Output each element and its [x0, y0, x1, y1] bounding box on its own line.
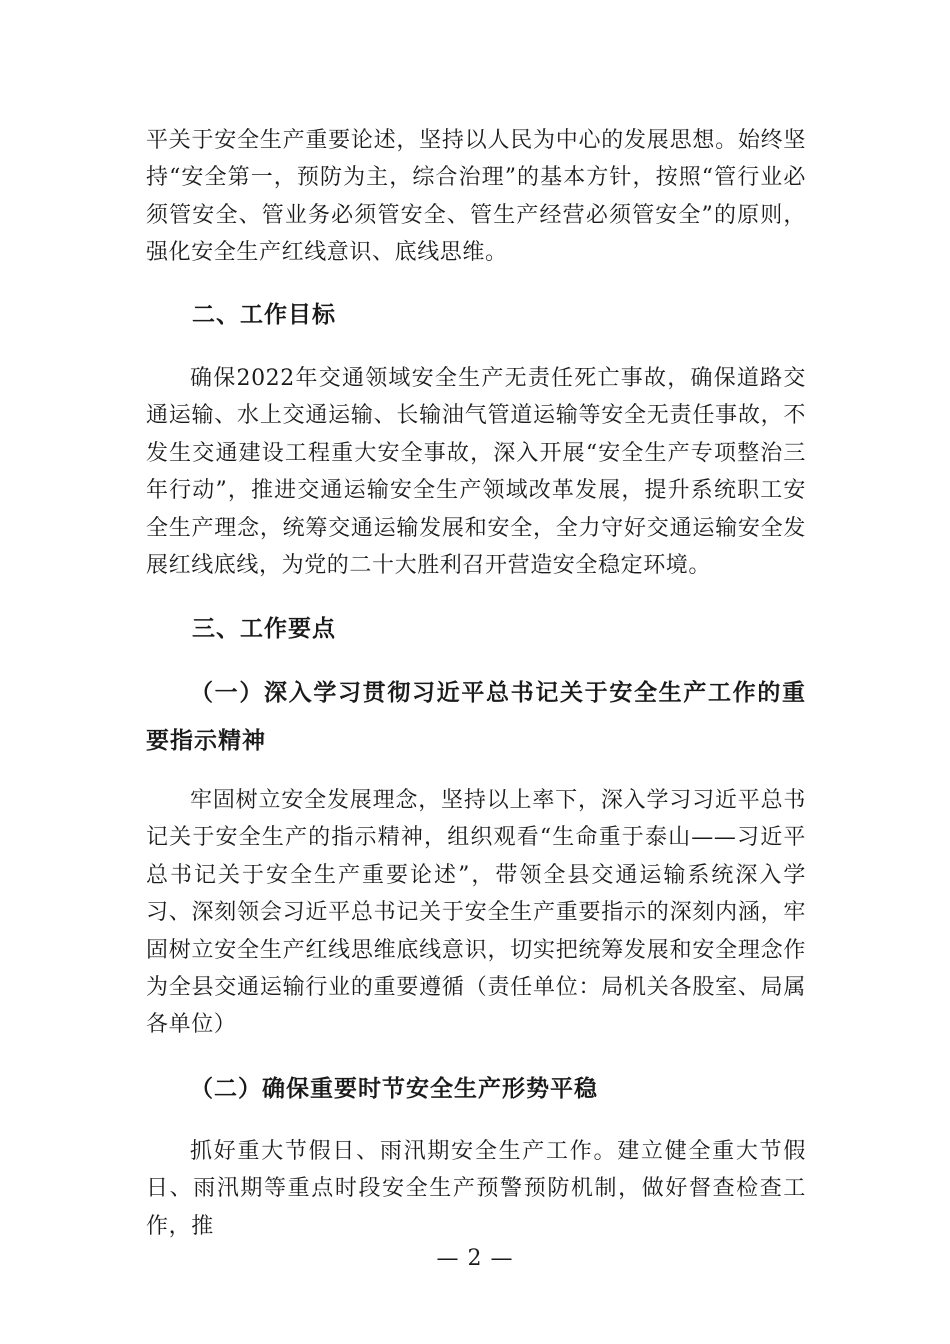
body-paragraph-3: 牢固树立安全发展理念，坚持以上率下，深入学习习近平总书记关于安全生产的指示精神，组织观看“生命重于泰山——习近平总书记关于安全生产重要论述”，带领全县交通运输系统深入学习、深刻领会习近平总书记关于安全生产重要指示的深刻内涵，牢固树立安全生产红线思维底线意识，切实把统筹发展和安全理念作为全县交通运输行业的重要遵循（责任单位：局机关各股室、局属各单位） — [146, 788, 806, 1038]
subsection-heading-2: （二）确保重要时节安全生产形势平稳 — [190, 1076, 598, 1102]
body-paragraph-2: 确保2022年交通领域安全生产无责任死亡事故，确保道路交通运输、水上交通运输、长输油气管道运输等安全无责任事故，不发生交通建设工程重大安全事故，深入开展“安全生产专项整治三年行动”，推进交通运输安全生产领域改革发展，提升系统职工安全生产理念，统筹交通运输发展和安全，全力守好交通运输安全发展红线底线，为党的二十大胜利召开营造安全稳定环境。 — [146, 366, 806, 579]
section-heading-work-points: 三、工作要点 — [192, 616, 336, 642]
page-number: — 2 — — [436, 1246, 514, 1271]
subsection-heading-1: （一）深入学习贯彻习近平总书记关于安全生产工作的重要指示精神 — [146, 680, 806, 754]
section-heading-work-goals: 二、工作目标 — [192, 302, 336, 328]
body-paragraph-4: 抓好重大节假日、雨汛期安全生产工作。建立健全重大节假日、雨汛期等重点时段安全生产预警预防机制，做好督查检查工作，推 — [146, 1139, 806, 1239]
body-paragraph-1: 平关于安全生产重要论述，坚持以人民为中心的发展思想。始终坚持“安全第一，预防为主，综合治理”的基本方针，按照“管行业必须管安全、管业务必须管安全、管生产经营必须管安全”的原则，强化安全生产红线意识、底线思维。 — [146, 128, 806, 266]
